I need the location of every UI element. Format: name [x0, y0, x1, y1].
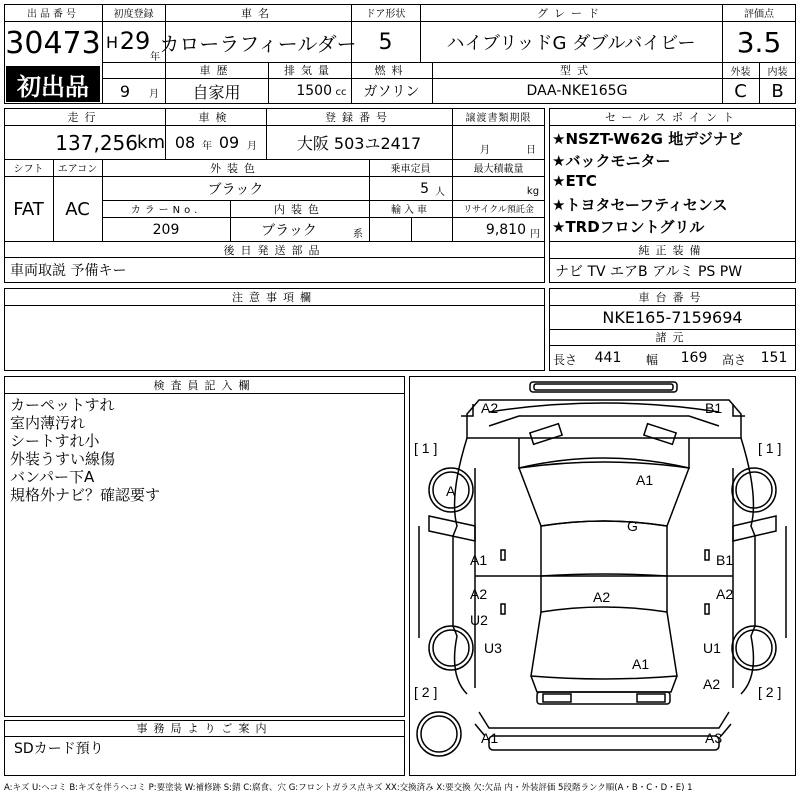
width-value: 169 [680, 350, 708, 366]
mark-door-fr: B1 [716, 552, 734, 568]
mark-tire-rr: U1 [703, 640, 721, 656]
mark-tire-fl: A [446, 483, 456, 499]
registration-label: 登録番号 [325, 110, 393, 124]
int-score: B [771, 80, 784, 102]
sales-point-item: ★トヨタセーフティセンス [552, 196, 728, 214]
first-reg-year: 29 [119, 27, 151, 55]
office-label: 事務局よりご案内 [136, 722, 273, 735]
recycle-label: リサイクル預託金 [463, 205, 534, 215]
import-label: 輸入車 [391, 205, 430, 216]
inspector-note: 室内薄汚れ [10, 414, 86, 432]
recycle-value: 9,810 [485, 221, 526, 238]
capacity-value: 5 [420, 180, 429, 197]
mark-door-rr: A2 [716, 586, 734, 602]
ext-score: C [734, 80, 747, 102]
inspector-note: 外装うすい線傷 [10, 450, 116, 468]
displacement-unit: cc [335, 86, 347, 98]
genuine-label: 純正装備 [638, 243, 707, 257]
color-no-label: カラーNo. [130, 205, 202, 216]
mark-front-left: A2 [481, 400, 499, 416]
model-value: DAA-NKE165G [526, 83, 628, 99]
length-value: 441 [594, 350, 622, 366]
inspection-month-unit: 月 [247, 140, 257, 152]
grade-label: グレード [537, 6, 605, 20]
mileage-value: 137,256 [55, 130, 138, 155]
aircon-value: AC [65, 198, 90, 220]
max-load-label: 最大積載量 [473, 164, 524, 175]
displacement-label: 排気量 [284, 64, 335, 77]
fuel-value: ガソリン [363, 84, 420, 100]
inspection-label: 車検 [198, 110, 233, 124]
first-reg-era: H [105, 32, 119, 52]
mark-rear-right: A2 [703, 676, 721, 692]
width-label: 幅 [645, 352, 658, 367]
first-reg-label: 初度登録 [113, 9, 154, 20]
mark-door-fl: A1 [470, 552, 488, 568]
sales-points-label: セールスポイント [604, 110, 740, 124]
length-label: 長さ [552, 352, 577, 367]
history-value: 自家用 [192, 82, 241, 102]
mark-tire-rl: U3 [484, 640, 502, 656]
sales-point-item: ★ETC [552, 172, 597, 190]
legend: A:キズ U:ヘコミ B:キズを伴うヘコミ P:要塗装 W:補修跡 S:錆 C:腐食、穴 G:フロントガラス点キズ XX:交換済み X:要交換 欠:欠品 内・外装評価 5段階ランク順(A・B・C・D・E) 1 [4, 783, 693, 793]
transfer-label: 譲渡書類期限 [465, 113, 532, 124]
inspector-notes [10, 396, 400, 504]
office-value: SDカード預り [14, 741, 104, 757]
transfer-month-unit: 月 [480, 144, 490, 156]
sales-point-item: ★NSZT-W62G 地デジナビ [552, 130, 743, 148]
mark-door-rl1: A2 [470, 586, 488, 602]
inspector-note: バンパー下A [10, 468, 95, 486]
bracket-tr: [ 1 ] [758, 440, 782, 456]
interior-color-unit: 系 [353, 228, 363, 240]
lot-number: 30473 [5, 25, 101, 61]
caution-label: 注意事項欄 [232, 290, 317, 304]
score-label: 評価点 [744, 9, 774, 20]
sales-point-item: ★バックモニター [552, 152, 671, 170]
mileage-label: 走行 [67, 110, 102, 124]
mark-roof-rear: A2 [593, 589, 611, 605]
inspector-note: 規格外ナビ？確認要す [10, 486, 161, 504]
mark-trunk: A1 [632, 656, 650, 672]
inspector-note: シートすれ小 [10, 432, 100, 450]
sales-points-list [552, 128, 796, 238]
fuel-label: 燃料 [374, 64, 409, 77]
inspection-year: 08 [174, 132, 196, 152]
bracket-tl: [ 1 ] [414, 440, 438, 456]
mark-door-rl2: U2 [470, 612, 488, 628]
grade-value: ハイブリッドG ダブルバイビー [446, 33, 696, 54]
inspection-year-unit: 年 [202, 140, 212, 152]
chassis-value: NKE165-7159694 [602, 308, 743, 327]
bracket-bl: [ 2 ] [414, 684, 438, 700]
int-label: 内装 [767, 66, 788, 78]
first-listing-badge: 初出品 [6, 66, 100, 102]
delivery-value: 車両取説 予備キー [10, 263, 127, 279]
car-diagram [409, 376, 796, 776]
color-no-value: 209 [152, 221, 180, 238]
bracket-br: [ 2 ] [758, 684, 782, 700]
first-reg-month: 9 [119, 81, 131, 101]
max-load-unit: kg [526, 185, 540, 197]
history-label: 車歴 [199, 64, 234, 77]
sales-point-item: ★TRDフロントグリル [552, 218, 705, 236]
displacement-value: 1500 [296, 83, 332, 99]
registration-value: 大阪 503ユ2417 [296, 134, 422, 153]
interior-color-label: 内装色 [274, 202, 325, 216]
first-reg-year-unit: 年 [150, 51, 160, 63]
car-name-label: 車名 [241, 6, 275, 20]
recycle-unit: 円 [530, 228, 540, 240]
ext-label: 外装 [730, 66, 751, 78]
capacity-label: 乗車定員 [390, 164, 431, 175]
inspector-note: カーペットすれ [10, 396, 115, 414]
capacity-unit: 人 [435, 186, 445, 198]
exterior-color-value: ブラック [207, 181, 264, 198]
interior-color-value: ブラック [261, 222, 317, 239]
lot-label: 出品番号 [27, 9, 79, 20]
inspection-month: 09 [218, 132, 240, 152]
mark-hood: A1 [636, 472, 654, 488]
first-reg-month-unit: 月 [149, 88, 159, 100]
mark-rear-right2: A3 [705, 730, 723, 746]
doors-value: 5 [378, 29, 393, 55]
dimensions-label: 諸元 [655, 331, 690, 344]
mark-rear-left: A1 [481, 730, 499, 746]
height-value: 151 [760, 350, 788, 366]
shift-label: シフト [13, 164, 44, 175]
model-label: 型式 [560, 64, 594, 77]
score-value: 3.5 [736, 25, 782, 59]
chassis-label: 車台番号 [638, 290, 707, 304]
mark-front-right: B1 [705, 400, 723, 416]
doors-label: ドア形状 [365, 9, 406, 20]
exterior-color-label: 外装色 [210, 161, 261, 175]
mileage-unit: km [137, 132, 165, 153]
height-label: 高さ [721, 352, 746, 367]
delivery-label: 後日発送部品 [223, 243, 326, 257]
transfer-day-unit: 日 [526, 144, 536, 156]
aircon-label: エアコン [57, 164, 98, 175]
car-name: カローラフィールダー [159, 31, 357, 56]
genuine-value: ナビ TV エアB アルミ PS PW [555, 264, 743, 280]
mark-roof: G [627, 518, 638, 534]
shift-value: FAT [13, 198, 44, 220]
inspector-label: 検査員記入欄 [153, 378, 256, 392]
